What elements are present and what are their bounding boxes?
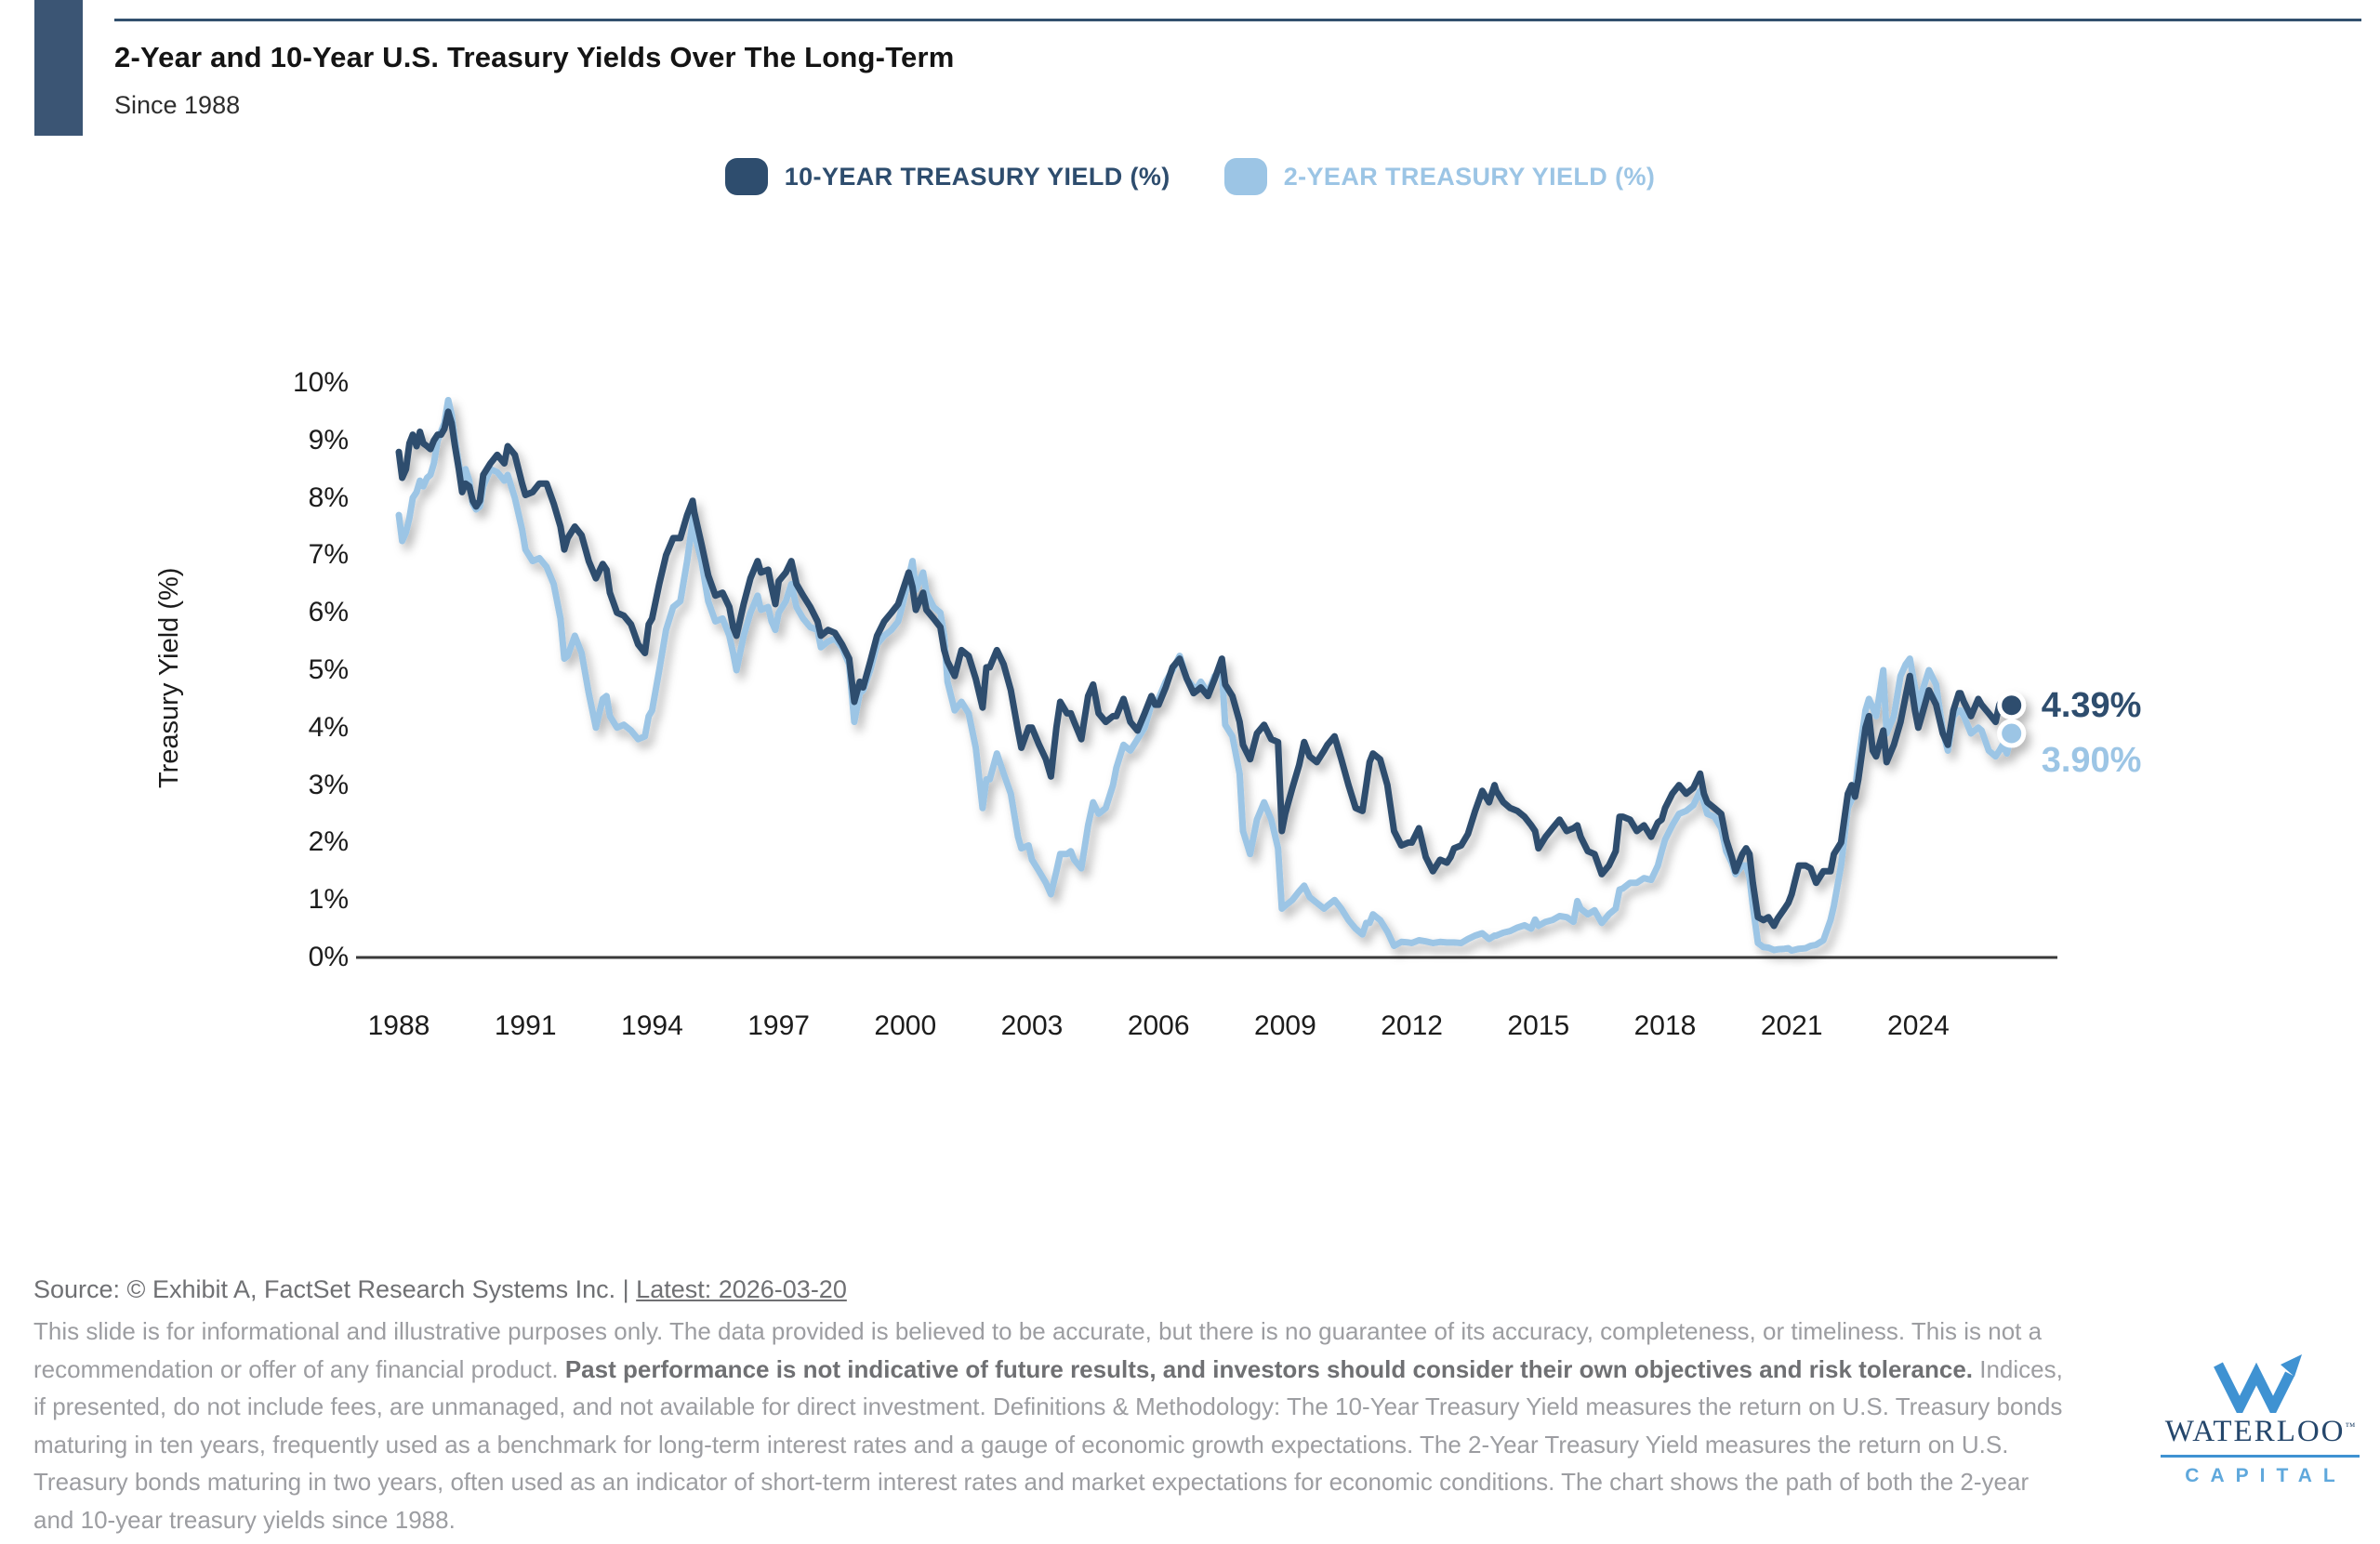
legend bbox=[0, 158, 2380, 195]
disclaimer-bold: Past performance is not indicative of future results, and investors should consider their own objectives and risk tolerance. bbox=[564, 1354, 1974, 1383]
line-2-year-treasury-yield bbox=[399, 401, 2012, 951]
accent-bar bbox=[34, 0, 83, 136]
source-line bbox=[33, 1275, 847, 1304]
disclaimer bbox=[33, 1313, 2074, 1538]
x-tick-label: 1994 bbox=[621, 1010, 683, 1041]
source-text: Source: © Exhibit A, FactSet Research Systems Inc. | bbox=[33, 1275, 637, 1303]
latest-date-link[interactable]: Latest: 2026-03-20 bbox=[636, 1275, 847, 1303]
x-tick-label: 2006 bbox=[1127, 1010, 1190, 1041]
legend-label-2-year: 2-YEAR TREASURY YIELD (%) bbox=[1283, 162, 1656, 191]
x-tick-label: 1988 bbox=[367, 1010, 430, 1041]
x-tick-label: 1991 bbox=[494, 1010, 557, 1041]
end-dot-10-year bbox=[2000, 693, 2024, 718]
logo-rule bbox=[2161, 1455, 2360, 1458]
y-tick-label: 8% bbox=[308, 482, 349, 513]
x-tick-label: 2015 bbox=[1507, 1010, 1570, 1041]
y-tick-label: 1% bbox=[308, 884, 349, 916]
yield-chart-svg bbox=[356, 363, 2085, 976]
x-tick-label: 2003 bbox=[1000, 1010, 1064, 1041]
page-title: 2-Year and 10-Year U.S. Treasury Yields Over The Long-Term bbox=[114, 41, 955, 73]
y-tick-label: 0% bbox=[308, 942, 349, 972]
y-tick-label: 4% bbox=[308, 711, 349, 743]
legend-item-10-year bbox=[725, 158, 1170, 195]
line-10-year-treasury-yield bbox=[399, 412, 2012, 926]
disclaimer-text-1: This slide is for informational and illustrative purposes only. The data provided is believed to be accurate, but there is no guarantee of its accuracy, completeness, or timeliness. This is not a recommendation or offer of any financial product. bbox=[33, 1317, 2043, 1383]
x-tick-label: 2024 bbox=[1887, 1010, 1950, 1041]
disclaimer-text-2: Indices, if presented, do not include fees, are unmanaged, and not available for direct investment. Definitions & Methodology: The 10-Year Treasury Yield measures the return on U.S. Treasury bonds maturing in ten years, frequently used as a benchmark for long-term interest rates and a gauge of economic growth expectations. The 2-Year Treasury Yield measures the return on U.S. Treasury bonds maturing in two years, often used as an indicator of short-term interest rates and market expectations for economic conditions. The chart shows the path of both the 2-year and 10-year treasury yields since 1988. bbox=[33, 1354, 2063, 1534]
x-tick-label: 2021 bbox=[1760, 1010, 1823, 1041]
x-tick-label: 2000 bbox=[874, 1010, 937, 1041]
chart-plot bbox=[356, 363, 2085, 981]
logo-sub: CAPITAL bbox=[2185, 1465, 2347, 1486]
header-rule bbox=[114, 19, 2361, 21]
y-axis-title: Treasury Yield (%) bbox=[154, 567, 184, 789]
y-tick-label: 7% bbox=[308, 539, 349, 571]
y-tick-label: 5% bbox=[308, 654, 349, 685]
y-tick-label: 10% bbox=[292, 367, 349, 398]
x-tick-label: 2012 bbox=[1381, 1010, 1443, 1041]
end-value-label-10-year: 4.39% bbox=[2041, 685, 2142, 725]
x-tick-label: 1997 bbox=[747, 1010, 810, 1041]
legend-item-2-year bbox=[1224, 158, 1656, 195]
logo-name: WATERLOO™ bbox=[2164, 1415, 2356, 1448]
x-tick-label: 2009 bbox=[1254, 1010, 1316, 1041]
end-dot-2-year bbox=[2000, 721, 2024, 746]
end-value-label-2-year: 3.90% bbox=[2041, 740, 2142, 780]
series-group bbox=[399, 401, 2024, 951]
y-tick-label: 9% bbox=[308, 424, 349, 455]
legend-swatch-10-year-icon bbox=[725, 158, 768, 195]
legend-label-10-year: 10-YEAR TREASURY YIELD (%) bbox=[784, 162, 1170, 191]
page-subtitle: Since 1988 bbox=[114, 91, 241, 119]
y-tick-label: 3% bbox=[308, 769, 349, 800]
y-tick-label: 6% bbox=[308, 597, 349, 628]
x-tick-label: 2018 bbox=[1633, 1010, 1697, 1041]
y-tick-label: 2% bbox=[308, 826, 349, 858]
waterloo-capital-logo bbox=[2159, 1353, 2361, 1487]
logo-w-arrow-icon bbox=[2212, 1353, 2308, 1413]
logo-tm: ™ bbox=[2345, 1421, 2356, 1432]
legend-swatch-2-year-icon bbox=[1224, 158, 1267, 195]
